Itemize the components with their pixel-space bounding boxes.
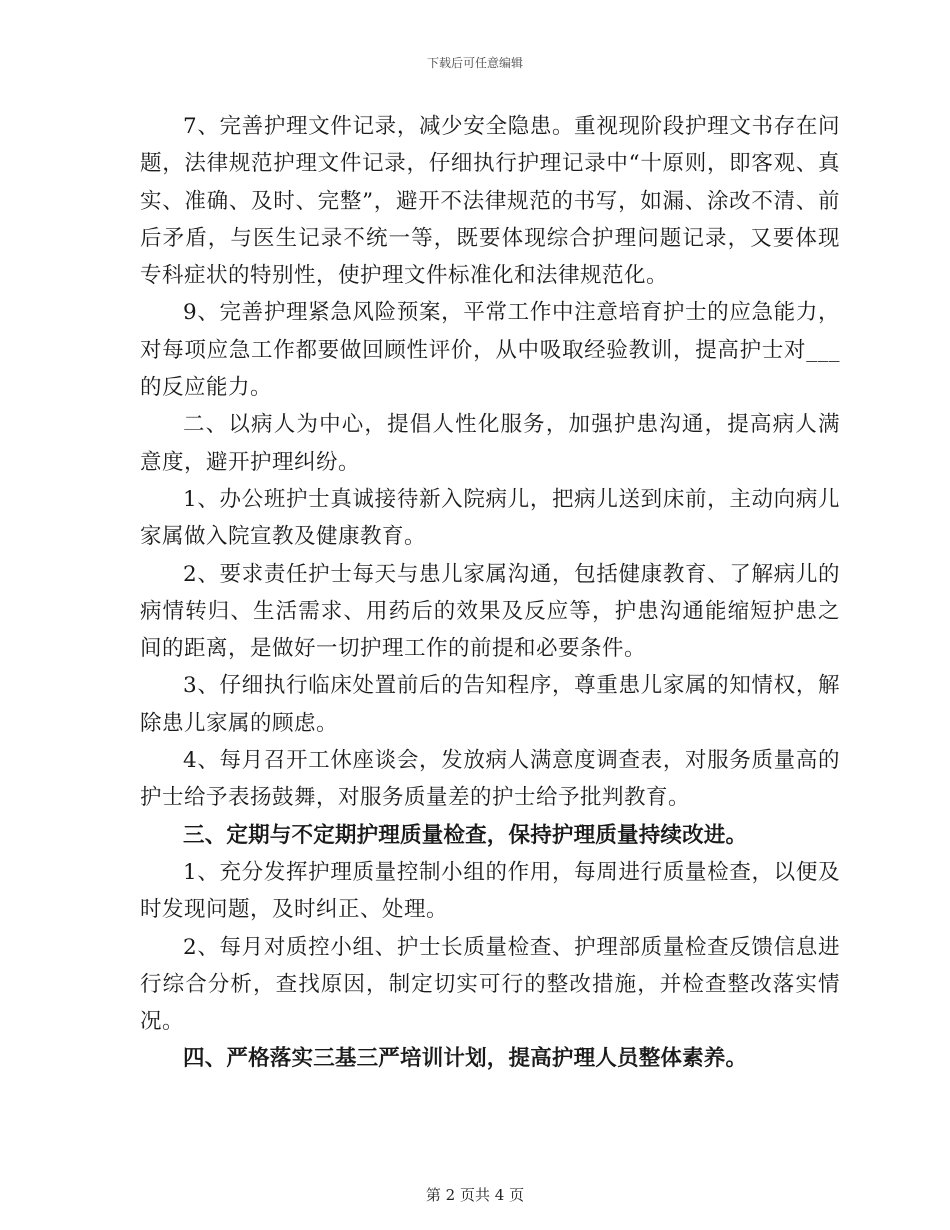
document-body bbox=[140, 108, 840, 1078]
paragraph: 2、要求责任护士每天与患儿家属沟通，包括健康教育、了解病儿的病情转归、生活需求、用药后的效果及反应等，护患沟通能缩短护患之间的距离，是做好一切护理工作的前提和必要条件。 bbox=[140, 561, 840, 662]
paragraph: 3、仔细执行临床处置前后的告知程序，尊重患儿家属的知情权，解除患儿家属的顾虑。 bbox=[140, 673, 840, 736]
paragraph: 2、每月对质控小组、护士长质量检查、护理部质量检查反馈信息进行综合分析，查找原因，制定切实可行的整改措施，并检查整改落实情况。 bbox=[140, 934, 840, 1035]
paragraph: 4、每月召开工休座谈会，发放病人满意度调查表，对服务质量高的护士给予表扬鼓舞，对服务质量差的护士给予批判教育。 bbox=[140, 748, 840, 811]
section-heading: 三、定期与不定期护理质量检查，保持护理质量持续改进。 bbox=[183, 822, 748, 848]
paragraph: 9、完善护理紧急风险预案，平常工作中注意培育护士的应急能力，对每项应急工作都要做回顾性评价，从中吸取经验教训，提高护士对___的反应能力。 bbox=[140, 300, 840, 401]
page-footer: 第 2 页共 4 页 bbox=[425, 1186, 525, 1204]
section-heading: 四、严格落实三基三严培训计划，提高护理人员整体素养。 bbox=[183, 1046, 748, 1072]
paragraph: 二、以病人为中心，提倡人性化服务，加强护患沟通，提高病人满意度，避开护理纠纷。 bbox=[140, 412, 840, 475]
paragraph: 1、充分发挥护理质量控制小组的作用，每周进行质量检查，以便及时发现问题，及时纠正、处理。 bbox=[140, 859, 840, 923]
paragraph: 7、完善护理文件记录，减少安全隐患。重视现阶段护理文书存在问题，法律规范护理文件记录，仔细执行护理记录中“十原则，即客观、真实、准确、及时、完整”，避开不法律规范的书写，如漏、涂改不清、前后矛盾，与医生记录不统一等，既要体现综合护理问题记录，又要体现专科症状的特别性，使护理文件标准化和法律规范化。 bbox=[140, 114, 840, 289]
page-header: 下载后可任意编辑 bbox=[426, 56, 523, 70]
paragraph: 1、办公班护士真诚接待新入院病儿，把病儿送到床前，主动向病儿家属做入院宣教及健康教育。 bbox=[140, 486, 840, 550]
